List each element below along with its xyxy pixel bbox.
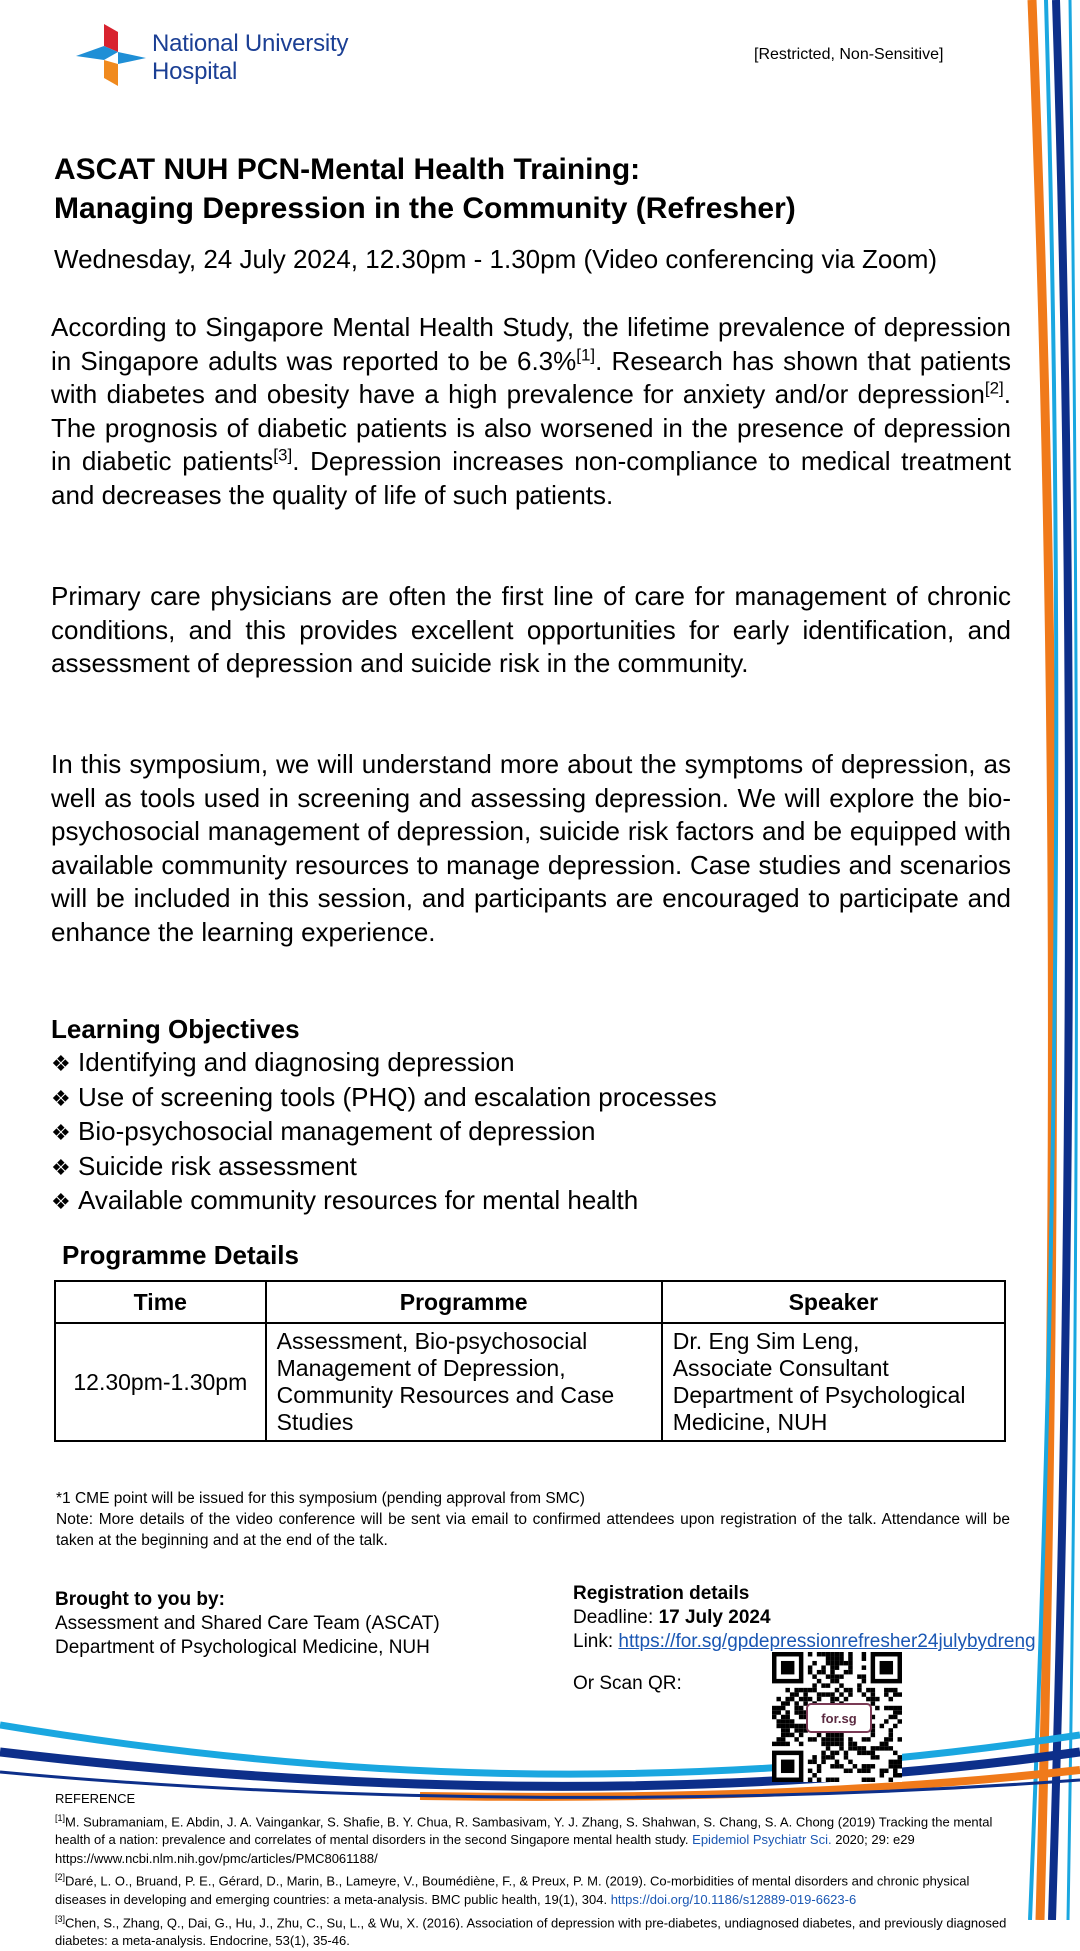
organiser-team: Assessment and Shared Care Team (ASCAT) <box>55 1613 440 1634</box>
speaker-department: Department of Psychological Medicine, NUH <box>672 1382 966 1435</box>
learning-objectives-heading: Learning Objectives <box>51 1014 300 1044</box>
ref-tail-1: 2020; 29: e29 <box>831 1832 915 1848</box>
objective-item <box>51 1046 717 1081</box>
nuh-logo-icon <box>74 22 148 90</box>
registration-deadline <box>573 1606 1036 1630</box>
qr-badge: for.sg <box>806 1703 872 1733</box>
intro-paragraph <box>51 311 1011 512</box>
title-line2: Managing Depression in the Community (Refresher) <box>54 192 796 225</box>
ref-journal-link-1[interactable]: Epidemiol Psychiatr Sci. <box>688 1832 832 1848</box>
diamond-bullet-icon: ❖ <box>51 1120 71 1145</box>
objective-item <box>51 1115 717 1150</box>
qr-label: Or Scan QR: <box>573 1673 682 1694</box>
objective-text: Bio-psychosocial management of depression <box>78 1116 596 1146</box>
symposium-paragraph: In this symposium, we will understand more about the symptoms of depression, as well as tools used in screening and assessing depression. We will explore the bio-psychosocial management of depression, suicide risk factors and be equipped with available community resources to manage depression. Case studies and scenarios will be included in this session, and participants are encouraged to participate and enhance the learning experience. <box>51 749 1011 947</box>
registration-block <box>573 1582 1036 1654</box>
objective-text: Identifying and diagnosing depression <box>78 1047 515 1077</box>
reference-3 <box>55 1910 1021 1951</box>
col-header-programme: Programme <box>266 1281 662 1323</box>
diamond-bullet-icon: ❖ <box>51 1085 71 1111</box>
primary-care-paragraph: Primary care physicians are often the first line of care for management of chronic conditions, and this provides excellent opportunities for early identification, and assessment of depression and suicide risk in the community. <box>51 581 1011 678</box>
ref-url-1: https://www.ncbi.nlm.nih.gov/pmc/articles/PMC8061188/ <box>55 1850 378 1866</box>
logo-text-line2: Hospital <box>152 58 238 85</box>
registration-link-row <box>573 1630 1036 1654</box>
event-datetime: Wednesday, 24 July 2024, 12.30pm - 1.30pm (Video conferencing via Zoom) <box>54 244 938 274</box>
ref-num-2: [2] <box>55 1872 66 1883</box>
col-header-time: Time <box>55 1281 266 1323</box>
logo-text-line1: National University <box>152 30 349 57</box>
ref-num-1: [1] <box>55 1812 66 1823</box>
p1-text-d: . Depression increases non-compliance to medical treatment and decreases the quality of life of such patients. <box>51 446 1011 510</box>
citation-1: [1] <box>576 344 596 364</box>
programme-table <box>54 1280 1006 1442</box>
ref-num-3: [3] <box>55 1913 66 1924</box>
diamond-bullet-icon: ❖ <box>51 1154 71 1180</box>
organiser-department: Department of Psychological Medicine, NUH <box>55 1637 430 1658</box>
objective-item <box>51 1081 717 1116</box>
col-header-speaker: Speaker <box>662 1281 1005 1323</box>
p1-text-b: . Research has shown that patients with diabetes and obesity have a high prevalence for anxiety and/or depression <box>51 345 1011 409</box>
title-line1: ASCAT NUH PCN-Mental Health Training: <box>54 153 641 186</box>
table-row <box>55 1323 1005 1441</box>
citation-3: [3] <box>273 445 293 465</box>
citation-2: [2] <box>984 378 1004 398</box>
classification-label: [Restricted, Non-Sensitive] <box>754 46 944 63</box>
objective-text: Use of screening tools (PHQ) and escalation processes <box>78 1081 717 1112</box>
cme-note: *1 CME point will be issued for this symposium (pending approval from SMC) <box>56 1490 585 1507</box>
ref-text-3: Chen, S., Zhang, Q., Dai, G., Hu, J., Zhu, C., Su, L., & Wu, X. (2016). Association of depression with pre-diabetes, undiagnosed diabetes, and previously diagnosed diabetes: a meta-analysis. Endocrine, 53(1), 35-46. <box>55 1914 1007 1949</box>
attendance-note: Note: More details of the video conference will be sent via email to confirmed attendees upon registration of the talk. Attendance will be taken at the beginning and at the end of the talk. <box>56 1511 1010 1549</box>
objective-text: Available community resources for mental health <box>78 1185 639 1215</box>
speaker-name: Dr. Eng Sim Leng, <box>672 1328 860 1354</box>
speaker-title: Associate Consultant <box>672 1355 889 1381</box>
references-heading: REFERENCE <box>55 1791 136 1806</box>
diamond-bullet-icon: ❖ <box>51 1051 71 1076</box>
cell-time: 12.30pm-1.30pm <box>55 1323 266 1441</box>
programme-details-heading: Programme Details <box>62 1240 299 1270</box>
objective-item <box>51 1150 717 1185</box>
organiser-block <box>55 1588 440 1660</box>
link-label: Link: <box>573 1631 619 1652</box>
deadline-date: 17 July 2024 <box>658 1607 771 1628</box>
objective-item <box>51 1184 717 1219</box>
reference-2 <box>55 1868 1021 1909</box>
registration-link[interactable]: https://for.sg/gpdepressionrefresher24julybydreng <box>618 1631 1036 1652</box>
registration-heading: Registration details <box>573 1583 750 1604</box>
organiser-label: Brought to you by: <box>55 1589 225 1610</box>
ref-text-1: M. Subramaniam, E. Abdin, J. A. Vaingankar, S. Shafie, B. Y. Chua, R. Sambasivam, Y. J. Zhang, S. Shahwan, S. Chang, S. A. Chong (2019) Tracking the mental health of a nation: prevalence and correlates of mental disorders in the second Singapore mental health study. <box>55 1813 993 1848</box>
p1-text-c: . The prognosis of diabetic patients is also worsened in the presence of depression in diabetic patients <box>51 379 1011 476</box>
reference-1 <box>55 1809 1021 1869</box>
ref-text-2: Daré, L. O., Bruand, P. E., Gérard, D., Marin, B., Lameyre, V., Boumédiène, F., & Preux, P. M. (2019). Co-morbidities of mental disorders and chronic physical diseases in developing and emerging countries: a meta-analysis. BMC public health, 19(1), 304. <box>55 1873 970 1908</box>
deadline-label: Deadline: <box>573 1607 659 1628</box>
registration-qr-code[interactable] <box>772 1652 902 1782</box>
cell-speaker <box>662 1323 1005 1441</box>
page-title <box>54 150 1014 228</box>
diamond-bullet-icon: ❖ <box>51 1189 71 1214</box>
nuh-logo <box>74 22 364 92</box>
p1-text-a: According to Singapore Mental Health Study, the lifetime prevalence of depression in Singapore adults was reported to be 6.3% <box>51 312 1011 376</box>
objective-text: Suicide risk assessment <box>78 1150 357 1181</box>
cell-programme: Assessment, Bio-psychosocial Management of Depression, Community Resources and Case Studies <box>266 1323 662 1441</box>
ref-doi-link-2[interactable]: https://doi.org/10.1186/s12889-019-6623-6 <box>610 1892 857 1908</box>
learning-objectives-list <box>51 1046 717 1219</box>
notes-block <box>56 1488 1010 1551</box>
references-block <box>55 1790 1021 1951</box>
table-header-row <box>55 1281 1005 1323</box>
